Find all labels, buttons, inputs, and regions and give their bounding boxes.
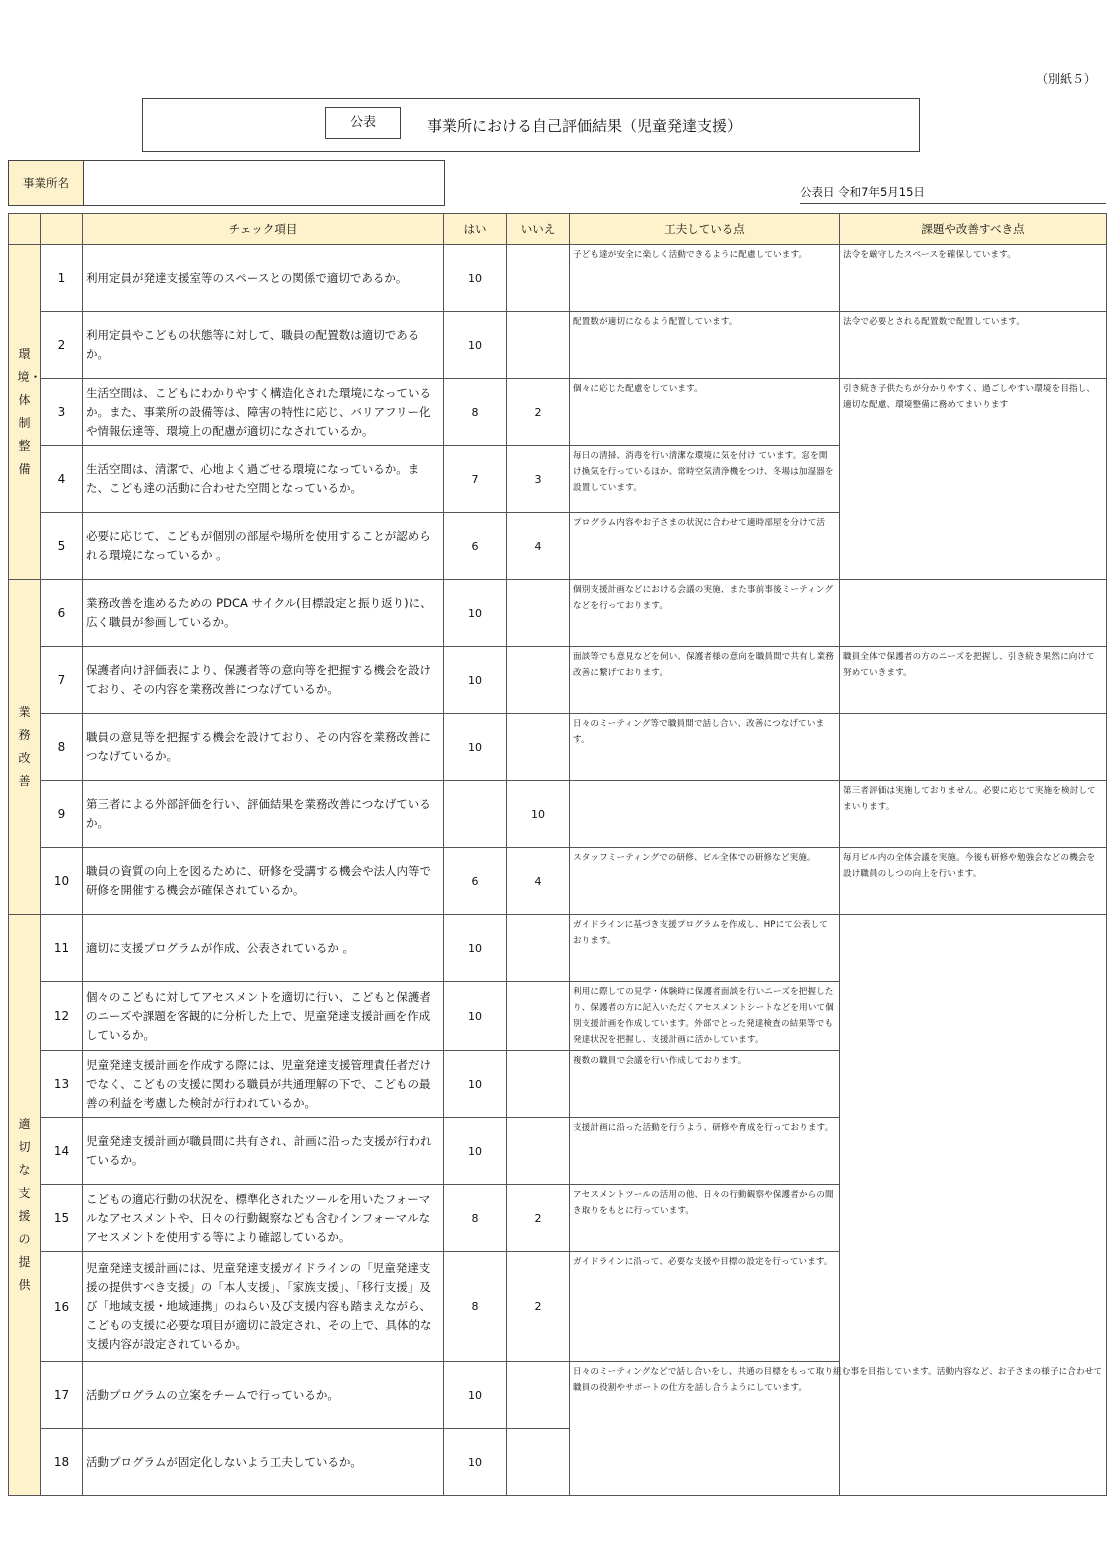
check-item-text: 児童発達支援計画には、児童発達支援ガイドラインの「児童発達支援の提供すべき支援」の「本人支援」、「家族支援」、「移行支援」及び「地域支援・地域連携」のねらい及び支援内容も踏まえながら、こどもの支援に必要な項目が適切に設定され、その上で、具体的な支援内容が設定されているか。 — [83, 1252, 444, 1362]
item-number: 18 — [41, 1429, 83, 1496]
check-item-text: こどもの適応行動の状況を、標準化されたツールを用いたフォーマルなアセスメントや、日々の行動観察なども含むインフォーマルなアセスメントを使用する等により確認しているか。 — [83, 1185, 444, 1252]
item-number: 1 — [41, 245, 83, 312]
good-points-text — [570, 781, 840, 848]
table-header-row — [9, 214, 1107, 245]
yes-count: 6 — [444, 848, 507, 915]
item-number: 5 — [41, 513, 83, 580]
item-number: 2 — [41, 312, 83, 379]
category-cell — [9, 245, 41, 580]
yes-count: 8 — [444, 1252, 507, 1362]
yes-count: 10 — [444, 312, 507, 379]
issues-text: 職員全体で保護者の方のニーズを把握し、引き続き果然に向けて努めていきます。 — [840, 647, 1107, 714]
header-yes: はい — [444, 214, 507, 245]
no-count — [507, 1362, 570, 1429]
no-count — [507, 1051, 570, 1118]
yes-count: 10 — [444, 1429, 507, 1496]
yes-count: 10 — [444, 714, 507, 781]
good-points-text: 日々のミーティング等で職員間で話し合い、改善につなげています。 — [570, 714, 840, 781]
check-item-text: 第三者による外部評価を行い、評価結果を業務改善につなげているか。 — [83, 781, 444, 848]
check-item-text: 必要に応じて、こどもが個別の部屋や場所を使用することが認められる環境になっているか 。 — [83, 513, 444, 580]
check-item-text: 活動プログラムが固定化しないよう工夫しているか。 — [83, 1429, 444, 1496]
check-item-text: 児童発達支援計画が職員間に共有され、計画に沿った支援が行われているか。 — [83, 1118, 444, 1185]
header-good-points: 工夫している点 — [570, 214, 840, 245]
yes-count: 8 — [444, 379, 507, 446]
yes-count: 6 — [444, 513, 507, 580]
check-item-text: 生活空間は、清潔で、心地よく過ごせる環境になっているか。また、こども達の活動に合わせた空間となっているか。 — [83, 446, 444, 513]
check-item-text: 生活空間は、こどもにわかりやすく構造化された環境になっているか。また、事業所の設備等は、障害の特性に応じ、バリアフリー化や情報伝達等、環境上の配慮が適切になされているか。 — [83, 379, 444, 446]
issues-text: 第三者評価は実施しておりません。必要に応じて実施を検討してまいります。 — [840, 781, 1107, 848]
no-count — [507, 312, 570, 379]
no-count: 3 — [507, 446, 570, 513]
publication-date: 公表日 令和7年5月15日 — [800, 185, 925, 199]
header-number — [41, 214, 83, 245]
item-number: 7 — [41, 647, 83, 714]
no-count: 2 — [507, 1185, 570, 1252]
good-points-text: ガイドラインに沿って、必要な支援や目標の設定を行っています。 — [570, 1252, 840, 1362]
good-points-text: スタッフミーティングでの研修、ビル全体での研修など実施。 — [570, 848, 840, 915]
table-row — [9, 781, 1107, 848]
check-item-text: 個々のこどもに対してアセスメントを適切に行い、こどもと保護者のニーズや課題を客観的に分析した上で、児童発達支援計画を作成しているか。 — [83, 982, 444, 1051]
public-label: 公表 — [325, 107, 401, 139]
item-number: 3 — [41, 379, 83, 446]
no-count — [507, 982, 570, 1051]
item-number: 10 — [41, 848, 83, 915]
good-points-text: 個々に応じた配慮をしています。 — [570, 379, 840, 446]
yes-count: 10 — [444, 580, 507, 647]
title-box — [142, 98, 920, 152]
no-count — [507, 580, 570, 647]
item-number: 13 — [41, 1051, 83, 1118]
yes-count — [444, 781, 507, 848]
evaluation-table — [8, 213, 1107, 1496]
no-count: 4 — [507, 848, 570, 915]
issues-text — [840, 714, 1107, 781]
office-name-label: 事業所名 — [9, 161, 84, 206]
no-count — [507, 647, 570, 714]
header-issues: 課題や改善すべき点 — [840, 214, 1107, 245]
good-points-text: アセスメントツールの活用の他、日々の行動観察や保護者からの聞き取りをもとに行っています。 — [570, 1185, 840, 1252]
issues-text — [840, 580, 1107, 647]
table-row — [9, 848, 1107, 915]
item-number: 8 — [41, 714, 83, 781]
issues-text: 引き続き子供たちが分かりやすく、過ごしやすい環境を目指し、適切な配慮、環境整備に務めてまいります — [840, 379, 1107, 580]
good-points-text: 利用に際しての見学・体験時に保護者面談を行いニーズを把握したり、保護者の方に記入いただくアセスメントシートなどを用いて個別支援計画を作成しています。外部でとった発達検査の結果等でも発達状況を把握し、支援計画に活かしています。 — [570, 982, 840, 1051]
check-item-text: 利用定員やこどもの状態等に対して、職員の配置数は適切であるか。 — [83, 312, 444, 379]
issues-text: 毎月ビル内の全体会議を実施。今後も研修や勉強会などの機会を設け職員のしつの向上を行います。 — [840, 848, 1107, 915]
table-row — [9, 580, 1107, 647]
no-count — [507, 915, 570, 982]
good-points-text: 面談等でも意見などを伺い、保護者様の意向を職員間で共有し業務改善に繋げております。 — [570, 647, 840, 714]
table-row — [9, 379, 1107, 446]
good-points-text: ガイドラインに基づき支援プログラムを作成し、HPにて公表しております。 — [570, 915, 840, 982]
good-points-text: 支援計画に沿った活動を行うよう、研修や育成を行っております。 — [570, 1118, 840, 1185]
check-item-text: 職員の資質の向上を図るために、研修を受講する機会や法人内等で研修を開催する機会が確保されているか。 — [83, 848, 444, 915]
good-points-text: 日々のミーティングなどで話し合いをし、共通の目標をもって取り組む事を目指しています。活動内容など、お子さまの様子に合わせて職員の役割やサポートの仕方を話し合うようにしています。 — [570, 1362, 1107, 1496]
header-no: いいえ — [507, 214, 570, 245]
item-number: 15 — [41, 1185, 83, 1252]
no-count — [507, 1429, 570, 1496]
issues-text: 法令を厳守したスペースを確保しています。 — [840, 245, 1107, 312]
good-points-text: プログラム内容やお子さまの状況に合わせて適時部屋を分けて活 — [570, 513, 840, 580]
office-name-value — [84, 161, 445, 206]
publication-date-underline — [800, 203, 1106, 204]
yes-count: 10 — [444, 915, 507, 982]
yes-count: 10 — [444, 982, 507, 1051]
no-count — [507, 1118, 570, 1185]
no-count: 2 — [507, 1252, 570, 1362]
no-count — [507, 245, 570, 312]
table-row — [9, 245, 1107, 312]
yes-count: 10 — [444, 245, 507, 312]
table-row — [9, 714, 1107, 781]
check-item-text: 保護者向け評価表により、保護者等の意向等を把握する機会を設けており、その内容を業務改善につなげているか。 — [83, 647, 444, 714]
category-label: 環境・体制整備 — [17, 347, 42, 476]
good-points-text: 毎日の清掃、消毒を行い清潔な環境に気を付け ています。窓を開け換気を行っているほか、常時空気清浄機をつけ、冬場は加湿器を設置しています。 — [570, 446, 840, 513]
yes-count: 10 — [444, 1118, 507, 1185]
category-label: 適切な支援の提供 — [18, 1117, 31, 1292]
yes-count: 10 — [444, 647, 507, 714]
annex-label: （別紙５） — [1035, 72, 1096, 86]
check-item-text: 児童発達支援計画を作成する際には、児童発達支援管理責任者だけでなく、こどもの支援に関わる職員が共通理解の下で、こどもの最善の利益を考慮した検討が行われているか。 — [83, 1051, 444, 1118]
table-row — [9, 1362, 1107, 1429]
good-points-text: 配置数が適切になるよう配置しています。 — [570, 312, 840, 379]
item-number: 17 — [41, 1362, 83, 1429]
category-cell — [9, 915, 41, 1496]
no-count: 10 — [507, 781, 570, 848]
good-points-text: 複数の職員で会議を行い作成しております。 — [570, 1051, 840, 1118]
no-count — [507, 714, 570, 781]
table-row — [9, 312, 1107, 379]
good-points-text: 個別支援計画などにおける会議の実施、また事前事後ミーティングなどを行っております。 — [570, 580, 840, 647]
no-count: 2 — [507, 379, 570, 446]
yes-count: 10 — [444, 1362, 507, 1429]
check-item-text: 適切に支援プログラムが作成、公表されているか 。 — [83, 915, 444, 982]
good-points-text: 子ども達が安全に楽しく活動できるように配慮しています。 — [570, 245, 840, 312]
yes-count: 10 — [444, 1051, 507, 1118]
page-title: 事業所における自己評価結果（児童発達支援） — [427, 117, 743, 135]
check-item-text: 職員の意見等を把握する機会を設けており、その内容を業務改善につなげているか。 — [83, 714, 444, 781]
table-row — [9, 915, 1107, 982]
issues-text: 法令で必要とされる配置数で配置しています。 — [840, 312, 1107, 379]
item-number: 14 — [41, 1118, 83, 1185]
check-item-text: 利用定員が発達支援室等のスペースとの関係で適切であるか。 — [83, 245, 444, 312]
item-number: 12 — [41, 982, 83, 1051]
table-row — [9, 647, 1107, 714]
office-name-table — [8, 160, 445, 206]
item-number: 4 — [41, 446, 83, 513]
item-number: 6 — [41, 580, 83, 647]
no-count: 4 — [507, 513, 570, 580]
yes-count: 8 — [444, 1185, 507, 1252]
header-category — [9, 214, 41, 245]
check-item-text: 業務改善を進めるための PDCA サイクル(目標設定と振り返り)に、広く職員が参画しているか。 — [83, 580, 444, 647]
header-check-item: チェック項目 — [83, 214, 444, 245]
item-number: 16 — [41, 1252, 83, 1362]
category-label: 業務改善 — [18, 705, 31, 788]
item-number: 9 — [41, 781, 83, 848]
yes-count: 7 — [444, 446, 507, 513]
category-cell — [9, 580, 41, 915]
item-number: 11 — [41, 915, 83, 982]
check-item-text: 活動プログラムの立案をチームで行っているか。 — [83, 1362, 444, 1429]
